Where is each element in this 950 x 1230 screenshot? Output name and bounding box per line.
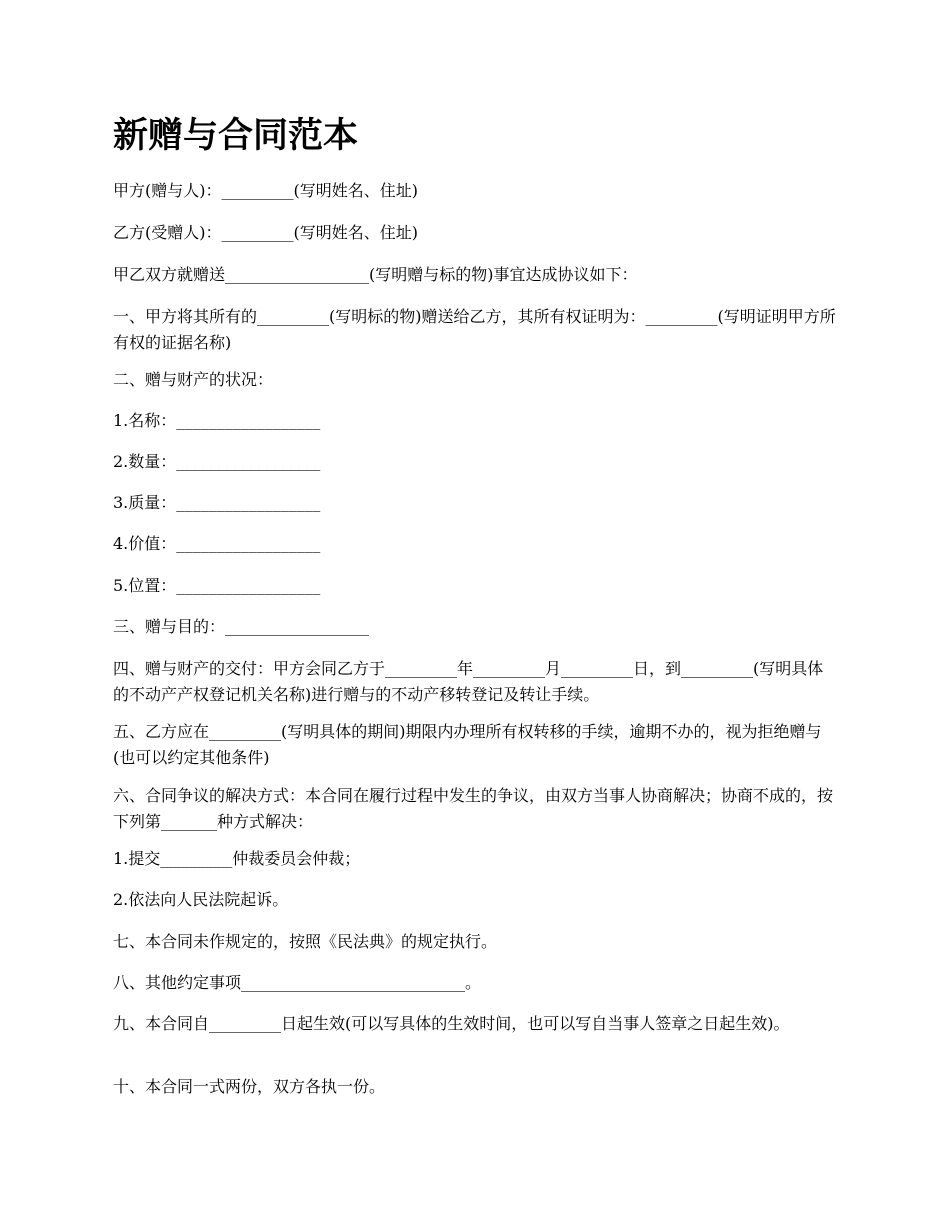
- property-quality: 3.质量：__________________: [113, 493, 321, 512]
- party-b-line: 乙方(受赠人)：_________(写明姓名、住址): [113, 223, 418, 242]
- clause-2-heading: 二、赠与财产的状况：: [113, 370, 274, 389]
- clause-10: 十、本合同一式两份，双方各执一份。: [113, 1077, 386, 1096]
- property-value: 4.价值：__________________: [113, 534, 321, 553]
- party-a-line: 甲方(赠与人)：_________(写明姓名、住址): [113, 181, 418, 200]
- agreement-intro: 甲乙双方就赠送__________________(写明赠与标的物)事宜达成协议如下：: [113, 265, 638, 284]
- property-location: 5.位置：__________________: [113, 576, 321, 595]
- dispute-option-1: 1.提交_________仲裁委员会仲裁；: [113, 849, 361, 868]
- clause-6: 六、合同争议的解决方式：本合同在履行过程中发生的争议，由双方当事人协商解决；协商不成的，按下列第_______种方式解决：: [113, 786, 834, 831]
- dispute-option-2: 2.依法向人民法院起诉。: [113, 890, 289, 909]
- page-title: 新赠与合同范本: [113, 115, 359, 156]
- clause-5: 五、乙方应在_________(写明具体的期间)期限内办理所有权转移的手续，逾期不办的，视为拒绝赠与(也可以约定其他条件): [113, 722, 822, 767]
- clause-8: 八、其他约定事项____________________________。: [113, 973, 482, 992]
- clause-4: 四、赠与财产的交付：甲方会同乙方于_________年_________月_________日，到_________(写明具体的不动产产权登记机关名称)进行赠与的不动产移转登记及转让手续。: [113, 659, 824, 704]
- property-name: 1.名称：__________________: [113, 411, 321, 430]
- clause-3: 三、赠与目的：__________________: [113, 617, 370, 636]
- clause-7: 七、本合同未作规定的，按照《民法典》的规定执行。: [113, 932, 498, 951]
- clause-1: 一、甲方将其所有的_________(写明标的物)赠送给乙方，其所有权证明为：_________(写明证明甲方所有权的证据名称): [113, 307, 836, 352]
- clause-9: 九、本合同自_________日起生效(可以写具体的生效时间，也可以写自当事人签章之日起生效)。: [113, 1014, 790, 1033]
- property-quantity: 2.数量：__________________: [113, 452, 321, 471]
